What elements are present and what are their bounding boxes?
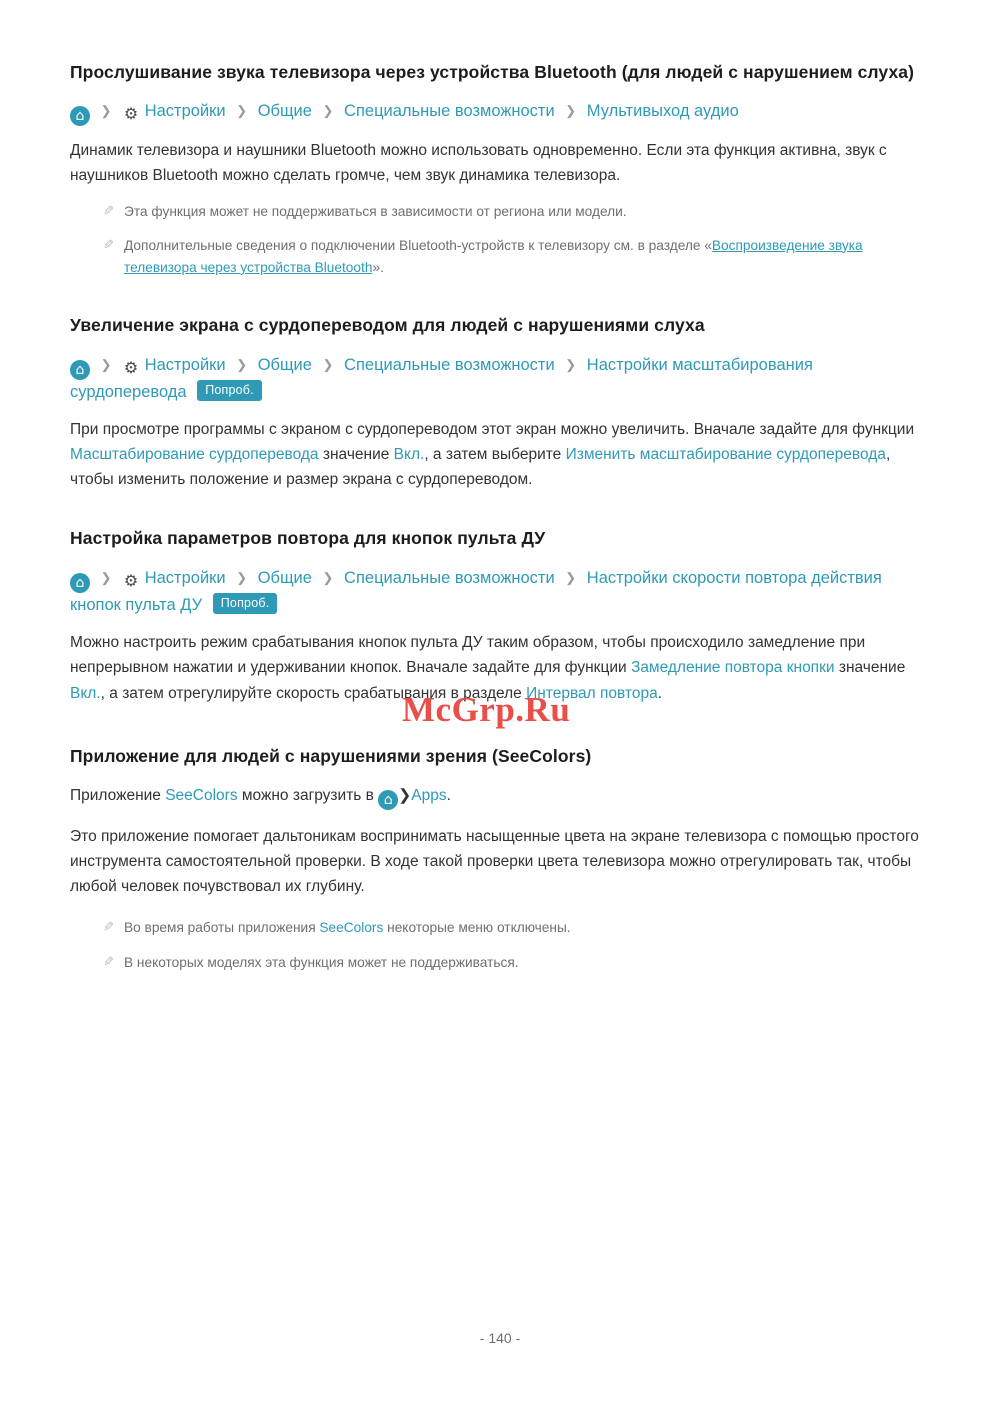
breadcrumb-separator: ❯ (565, 356, 577, 372)
pencil-icon (98, 235, 114, 256)
note-link[interactable]: Воспроизведение звука телевизора через устройства Bluetooth (124, 237, 863, 275)
paragraph-text: , чтобы изменить положение и размер экрана с сурдопереводом. (70, 446, 891, 489)
note-item (98, 235, 930, 279)
breadcrumb-separator: ❯ (236, 569, 248, 585)
inline-link-apps[interactable]: Apps (411, 787, 447, 805)
note-item (98, 201, 930, 223)
breadcrumb-item-general[interactable]: Общие (257, 568, 312, 587)
breadcrumb-item-settings[interactable]: Настройки (144, 102, 226, 121)
section-title: Приложение для людей с нарушениями зрения (SeeColors) (70, 745, 592, 766)
note-item (98, 917, 930, 939)
try-it-badge[interactable]: Попроб. (213, 593, 278, 615)
section-paragraph (70, 630, 930, 705)
breadcrumb-item-accessibility[interactable]: Специальные возможности (344, 568, 555, 587)
note-text-before: Во время работы приложения (124, 920, 320, 936)
section-paragraph: Динамик телевизора и наушники Bluetooth можно использовать одновременно. Если эта функция активна, звук с наушников Bluetooth можно сделать громче, чем звук динамика телевизора. (70, 142, 887, 185)
paragraph-text: Можно настроить режим срабатывания кнопок пульта ДУ таким образом, чтобы происходило замедление при непрерывном нажатии и удерживании кнопок. Вначале задайте для функции (70, 634, 866, 677)
breadcrumb-item-multioutput-audio[interactable]: Мультивыход аудио (586, 102, 739, 121)
breadcrumb-item-settings[interactable]: Настройки (144, 355, 226, 374)
home-icon[interactable] (378, 790, 398, 810)
breadcrumb-item-general[interactable]: Общие (257, 102, 312, 121)
section-title: Прослушивание звука телевизора через устройства Bluetooth (для людей с нарушением слуха) (70, 62, 915, 82)
breadcrumb-path (70, 566, 930, 619)
try-it-badge[interactable]: Попроб. (197, 380, 262, 402)
breadcrumb-separator: ❯ (236, 103, 248, 119)
section-seecolors-app (70, 744, 930, 974)
gear-icon (122, 359, 140, 377)
gear-icon (122, 105, 140, 123)
breadcrumb-item-settings[interactable]: Настройки (144, 568, 226, 587)
breadcrumb-path (70, 99, 930, 126)
inline-link-on[interactable]: Вкл. (393, 446, 425, 464)
inline-link-edit-sign-language-zoom[interactable]: Изменить масштабирование сурдоперевода (565, 446, 886, 464)
breadcrumb-separator: ❯ (100, 356, 112, 372)
inline-link-seecolors[interactable]: SeeColors (165, 787, 238, 805)
breadcrumb-separator: ❯ (100, 103, 112, 119)
gear-icon (122, 572, 140, 590)
section-title: Настройка параметров повтора для кнопок пульта ДУ (70, 528, 546, 549)
note-text: Эта функция может не поддерживаться в зависимости от региона или модели. (124, 203, 627, 219)
breadcrumb-path (70, 353, 930, 406)
paragraph-text: При просмотре программы с экраном с сурдопереводом этот экран можно увеличить. Вначале задайте для функции (70, 421, 915, 439)
note-text: В некоторых моделях эта функция может не поддерживаться. (124, 954, 519, 970)
paragraph-text: , а затем отрегулируйте скорость срабатывания в разделе (100, 684, 527, 702)
breadcrumb-separator: ❯ (565, 103, 577, 119)
breadcrumb-separator: ❯ (398, 787, 412, 805)
breadcrumb-item-general[interactable]: Общие (257, 355, 312, 374)
home-icon[interactable] (70, 106, 90, 126)
breadcrumb-item-accessibility[interactable]: Специальные возможности (344, 102, 555, 121)
paragraph-text: значение (318, 446, 394, 464)
note-text-after: некоторые меню отключены. (383, 920, 571, 936)
breadcrumb-separator: ❯ (322, 356, 334, 372)
paragraph-text: значение (834, 659, 906, 677)
note-text-after: ». (372, 259, 384, 275)
pencil-icon (98, 201, 114, 222)
breadcrumb-separator: ❯ (322, 103, 334, 119)
watermark: McGrp.Ru (402, 690, 571, 729)
home-icon[interactable] (70, 573, 90, 593)
section-remote-repeat-settings (70, 526, 930, 705)
home-icon[interactable] (70, 360, 90, 380)
note-link-seecolors[interactable]: SeeColors (319, 920, 384, 936)
note-item (98, 952, 930, 974)
inline-link-on[interactable]: Вкл. (70, 684, 101, 702)
inline-link-slow-button-repeat[interactable]: Замедление повтора кнопки (630, 659, 835, 677)
intro-text: Приложение (70, 787, 166, 805)
intro-text: можно загрузить в (237, 787, 379, 805)
breadcrumb-separator: ❯ (100, 569, 112, 585)
breadcrumb-separator: ❯ (236, 356, 248, 372)
inline-link-sign-language-zoom[interactable]: Масштабирование сурдоперевода (70, 446, 319, 464)
section-bluetooth-audio (70, 60, 930, 279)
breadcrumb-item-sign-language-zoom-settings[interactable]: Настройки масштабирования сурдоперевода (70, 355, 813, 401)
note-text (124, 235, 930, 279)
breadcrumb-item-accessibility[interactable]: Специальные возможности (344, 355, 555, 374)
section-intro (70, 783, 930, 810)
intro-text: . (446, 787, 451, 805)
note-text (124, 917, 930, 939)
paragraph-text: . (657, 684, 663, 702)
section-sign-language-zoom (70, 313, 930, 492)
breadcrumb-item-remote-button-repeat-settings[interactable]: Настройки скорости повтора действия кнопок пульта ДУ (70, 568, 882, 614)
inline-link-repeat-interval[interactable]: Интервал повтора (526, 684, 658, 702)
note-text-before: Дополнительные сведения о подключении Bluetooth-устройств к телевизору см. в разделе « (124, 237, 712, 253)
breadcrumb-separator: ❯ (322, 569, 334, 585)
section-title: Увеличение экрана с сурдопереводом для людей с нарушениями слуха (70, 315, 705, 336)
page-number: - 140 - (479, 1330, 521, 1346)
breadcrumb-separator: ❯ (565, 569, 577, 585)
paragraph-text: , а затем выберите (424, 446, 566, 464)
pencil-icon (98, 917, 114, 938)
section-paragraph (70, 417, 930, 492)
pencil-icon (98, 952, 114, 973)
section-paragraph: Это приложение помогает дальтоникам воспринимать насыщенные цвета на экране телевизора с помощью простого инструмента самостоятельной проверки. В ходе такой проверки цвета телевизора можно отрегулировать так, чтобы любой человек почувствовал их глубину. (70, 828, 919, 896)
